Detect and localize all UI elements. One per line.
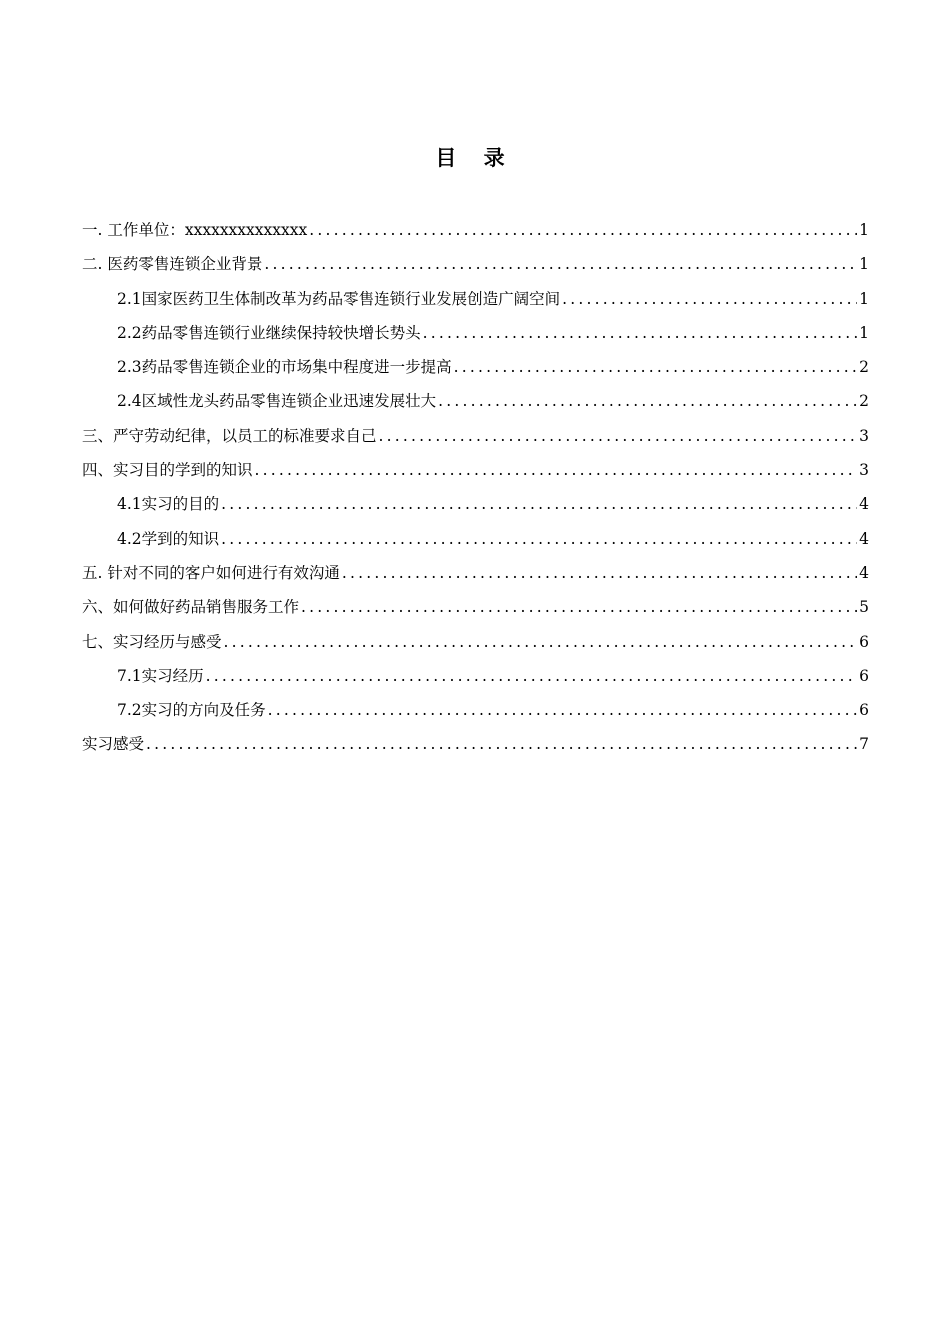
toc-entry-text: 2.3药品零售连锁企业的市场集中程度进一步提高 (117, 358, 452, 377)
toc-dot-leader (268, 698, 857, 722)
toc-dot-leader (309, 218, 857, 242)
toc-entry[interactable] (82, 252, 869, 286)
toc-entry-text: 六、如何做好药品销售服务工作 (82, 598, 300, 617)
toc-page-number: 2 (859, 392, 869, 411)
toc-entry-text: 4.2学到的知识 (117, 529, 220, 548)
toc-entry[interactable] (82, 732, 869, 766)
toc-entry[interactable] (82, 458, 869, 492)
toc-entry[interactable] (82, 698, 869, 732)
toc-dot-leader (224, 630, 857, 654)
toc-entry-text: 4.1实习的目的 (117, 495, 220, 514)
toc-page-number: 1 (859, 255, 869, 274)
toc-title: 目 录 (435, 146, 515, 170)
toc-page-number: 4 (859, 495, 869, 514)
toc-entry[interactable] (82, 595, 869, 629)
toc-entry-text: 7.2实习的方向及任务 (117, 701, 266, 720)
toc-page-number: 1 (859, 323, 869, 342)
toc-page-number: 2 (859, 358, 869, 377)
toc-entry-text: 2.4区域性龙头药品零售连锁企业迅速发展壮大 (117, 392, 437, 411)
toc-dot-leader (221, 492, 857, 516)
toc-entry[interactable] (82, 527, 869, 561)
toc-page-number: 4 (859, 529, 869, 548)
toc-entry-text: 一. 工作单位：xxxxxxxxxxxxxx (82, 221, 308, 239)
toc-page-number: 6 (859, 701, 869, 720)
toc-dot-leader (342, 561, 857, 585)
toc-entry-text: 七、实习经历与感受 (82, 632, 222, 651)
toc-entry-text: 2.1国家医药卫生体制改革为药品零售连锁行业发展创造广阔空间 (117, 289, 561, 308)
toc-list (82, 218, 869, 767)
toc-dot-leader (206, 664, 857, 688)
toc-page-number: 7 (859, 735, 869, 754)
toc-entry-text: 7.1实习经历 (117, 666, 204, 685)
toc-entry[interactable] (82, 492, 869, 526)
toc-entry[interactable] (82, 218, 869, 252)
toc-dot-leader (255, 458, 857, 482)
toc-entry-text: 2.2药品零售连锁行业继续保持较快增长势头 (117, 323, 421, 342)
toc-entry[interactable] (82, 424, 869, 458)
toc-entry[interactable] (82, 630, 869, 664)
toc-page-number: 5 (859, 598, 869, 617)
toc-entry-text: 实习感受 (82, 735, 145, 754)
toc-dot-leader (146, 732, 857, 756)
toc-entry-text: 五. 针对不同的客户如何进行有效沟通 (82, 563, 340, 582)
toc-page-number: 3 (859, 461, 869, 480)
toc-entry[interactable] (82, 561, 869, 595)
toc-entry-text: 三、严守劳动纪律，以员工的标准要求自己 (82, 426, 377, 445)
toc-dot-leader (562, 287, 857, 311)
toc-entry[interactable] (82, 389, 869, 423)
toc-entry-text: 四、实习目的学到的知识 (82, 461, 253, 480)
toc-dot-leader (454, 355, 857, 379)
toc-entry[interactable] (82, 664, 869, 698)
toc-page-number: 6 (859, 632, 869, 651)
toc-page-number: 3 (859, 426, 869, 445)
toc-page-number: 1 (859, 289, 869, 308)
toc-entry-text: 二. 医药零售连锁企业背景 (82, 255, 263, 274)
toc-entry[interactable] (82, 355, 869, 389)
toc-page-number: 6 (859, 666, 869, 685)
toc-dot-leader (301, 595, 857, 619)
toc-page-number: 1 (859, 221, 869, 239)
toc-entry[interactable] (82, 287, 869, 321)
toc-dot-leader (438, 389, 857, 413)
toc-dot-leader (423, 321, 857, 345)
toc-dot-leader (264, 252, 857, 276)
toc-dot-leader (221, 527, 857, 551)
toc-entry[interactable] (82, 321, 869, 355)
toc-page-number: 4 (859, 563, 869, 582)
toc-dot-leader (379, 424, 857, 448)
